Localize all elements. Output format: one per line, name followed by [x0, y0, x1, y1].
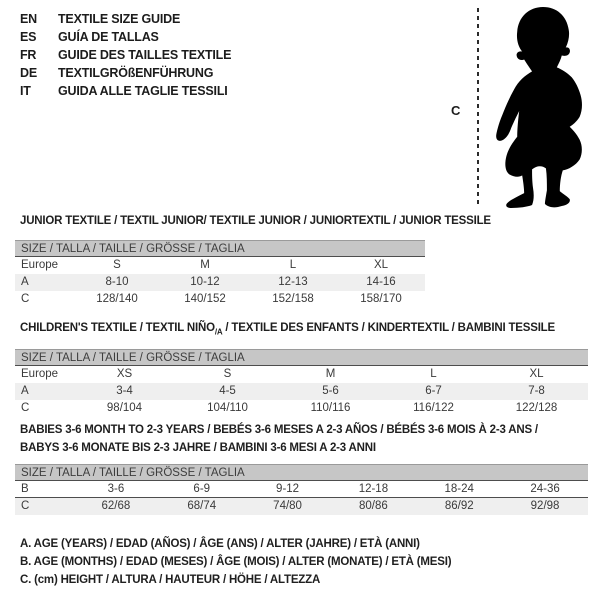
- age-cell: 12-13: [278, 276, 308, 288]
- age-cell: 3-4: [116, 385, 133, 397]
- language-row-en: [20, 10, 231, 28]
- junior-section-title: JUNIOR TEXTILE / TEXTIL JUNIOR/ TEXTILE JUNIOR / JUNIORTEXTIL / JUNIOR TESSILE: [20, 215, 491, 227]
- row-label: A: [21, 385, 29, 397]
- height-cell: 116/122: [413, 402, 454, 414]
- children-section-title: [20, 319, 555, 341]
- language-row-fr: [20, 46, 231, 64]
- height-label: C: [451, 103, 461, 118]
- height-cell: 104/110: [207, 402, 248, 414]
- height-cell: 122/128: [515, 402, 558, 414]
- height-cell: 68/74: [187, 500, 217, 512]
- months-cell: 12-18: [358, 483, 389, 495]
- table-row-height: [15, 400, 588, 417]
- baby-silhouette-icon: [487, 4, 591, 210]
- size-cell: XS: [116, 368, 133, 380]
- height-cell: 110/116: [310, 402, 351, 414]
- age-cell: 7-8: [528, 385, 545, 397]
- note-height-cm: C. (cm) HEIGHT / ALTURA / HAUTEUR / HÖHE / ALTEZZA: [20, 574, 321, 586]
- note-age-years: A. AGE (YEARS) / EDAD (AÑOS) / ÂGE (ANS) / ALTER (JAHRE) / ETÀ (ANNI): [20, 538, 420, 550]
- row-label: C: [21, 500, 30, 512]
- row-label: Europe: [21, 259, 59, 271]
- row-label: C: [21, 293, 30, 305]
- language-row-it: [20, 82, 231, 100]
- language-row-de: [20, 64, 231, 82]
- table-row-months: [15, 481, 588, 498]
- size-cell: XL: [529, 368, 544, 380]
- guide-title: TEXTILGRÖßENFÜHRUNG: [58, 66, 214, 80]
- age-cell: 5-6: [322, 385, 339, 397]
- table-row-age: [15, 383, 588, 400]
- size-cell: S: [113, 259, 121, 271]
- size-cell: L: [289, 259, 297, 271]
- months-cell: 18-24: [444, 483, 474, 495]
- height-cell: 80/86: [359, 500, 388, 512]
- size-cell: S: [223, 368, 232, 380]
- height-cell: 62/68: [101, 500, 131, 512]
- table-row-europe: [15, 366, 588, 383]
- row-label: B: [21, 483, 29, 495]
- legend-notes: [20, 535, 451, 589]
- language-list: [20, 10, 231, 100]
- language-code: IT: [20, 84, 31, 98]
- note-age-months: B. AGE (MONTHS) / EDAD (MESES) / ÂGE (MOIS) / ALTER (MONATE) / ETÀ (MESI): [20, 556, 452, 568]
- babies-title-line1: BABIES 3-6 MONTH TO 2-3 YEARS / BEBÉS 3-6 MESES A 2-3 AÑOS / BÉBÉS 3-6 MOIS À 2-3 ANS /: [20, 424, 538, 436]
- size-header-bar: SIZE / TALLA / TAILLE / GRÖSSE / TAGLIA: [15, 240, 425, 257]
- height-cell: 158/170: [360, 293, 402, 305]
- language-code: ES: [20, 30, 37, 44]
- row-label: A: [21, 276, 29, 288]
- children-title-suffix: / TEXTILE DES ENFANTS / KINDERTEXTIL / BAMBINI TESSILE: [222, 322, 555, 334]
- size-header-bar: SIZE / TALLA / TAILLE / GRÖSSE / TAGLIA: [15, 464, 588, 481]
- babies-title-line2: BABYS 3-6 MONATE BIS 2-3 JAHRE / BAMBINI 3-6 MESI A 2-3 ANNI: [20, 442, 376, 454]
- age-cell: 8-10: [105, 276, 129, 288]
- children-title-subscript: /A: [214, 327, 223, 337]
- language-code: DE: [20, 66, 37, 80]
- height-measure-line: [477, 8, 479, 206]
- height-cell: 128/140: [96, 293, 138, 305]
- height-cell: 98/104: [106, 402, 143, 414]
- months-cell: 24-36: [530, 483, 560, 495]
- size-cell: M: [200, 259, 210, 271]
- months-cell: 6-9: [193, 483, 211, 495]
- height-cell: 86/92: [444, 500, 474, 512]
- language-code: FR: [20, 48, 37, 62]
- height-cell: 74/80: [273, 500, 302, 512]
- language-row-es: [20, 28, 231, 46]
- baby-figure: [445, 4, 595, 214]
- size-cell: L: [430, 368, 437, 380]
- age-cell: 10-12: [190, 276, 220, 288]
- children-title-prefix: CHILDREN'S TEXTILE / TEXTIL NIÑO: [20, 322, 215, 334]
- babies-size-table: [15, 464, 588, 515]
- age-cell: 6-7: [425, 385, 442, 397]
- months-cell: 3-6: [107, 483, 125, 495]
- age-cell: 4-5: [219, 385, 236, 397]
- months-cell: 9-12: [276, 483, 300, 495]
- table-row-height: [15, 498, 588, 515]
- row-label: C: [21, 402, 30, 414]
- size-header-bar: SIZE / TALLA / TAILLE / GRÖSSE / TAGLIA: [15, 349, 588, 366]
- height-cell: 92/98: [530, 500, 560, 512]
- junior-size-table: [15, 240, 425, 308]
- children-size-table: [15, 349, 588, 417]
- babies-section-title: [20, 421, 538, 457]
- guide-title: GUIDA ALLE TAGLIE TESSILI: [58, 84, 228, 98]
- table-row-europe: [15, 257, 425, 274]
- height-cell: 152/158: [272, 293, 314, 305]
- size-cell: M: [325, 368, 336, 380]
- height-cell: 140/152: [184, 293, 226, 305]
- row-label: Europe: [21, 368, 59, 380]
- guide-title: GUÍA DE TALLAS: [58, 30, 159, 44]
- age-cell: 14-16: [366, 276, 396, 288]
- table-row-age: [15, 274, 425, 291]
- guide-title: TEXTILE SIZE GUIDE: [58, 12, 181, 26]
- table-row-height: [15, 291, 425, 308]
- size-cell: XL: [373, 259, 389, 271]
- guide-title: GUIDE DES TAILLES TEXTILE: [58, 48, 232, 62]
- language-code: EN: [20, 12, 37, 26]
